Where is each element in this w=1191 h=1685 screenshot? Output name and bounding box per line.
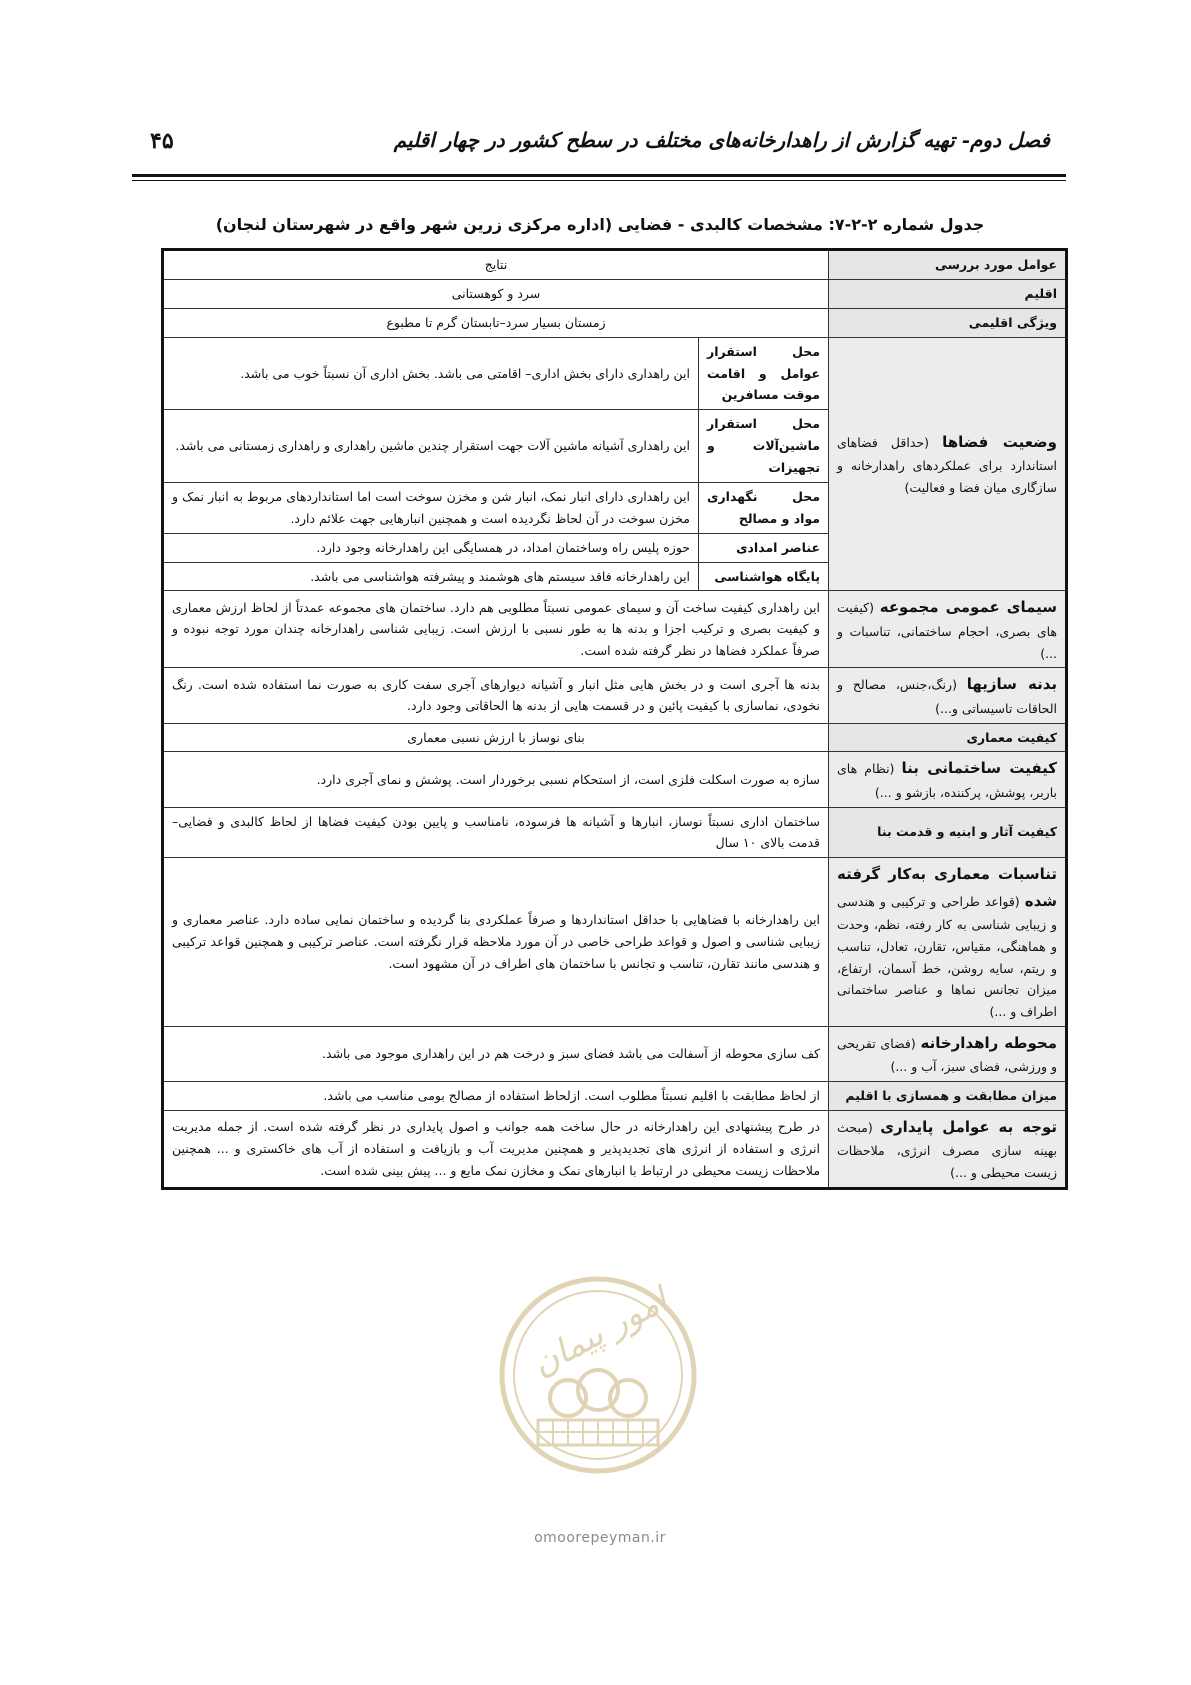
- page-number: ۴۵: [150, 128, 174, 154]
- header-rule-thick: [132, 174, 1066, 177]
- sub-label: محل استقرار عوامل و اقامت موقت مسافرین: [699, 337, 829, 410]
- table-row: [163, 1027, 1067, 1082]
- row-label: کیفیت معماری: [829, 723, 1067, 752]
- table-row: [163, 279, 1067, 308]
- svg-text:امور پیمان: امور پیمان: [525, 1280, 675, 1385]
- row-value: در طرح پیشنهادی این راهدارخانه در حال ساخت همه جوانب و اصول پایداری در نظر گرفته شده است. از جمله مدیریت انرژی و استفاده از انرژی های تجدیدپذیر و همچنین مدیریت آب و بازیافت و استفاده از آب های خاکستری و ... همچنین ملاحظات زیست محیطی در ارتباط با انبارهای نمک و مخازن نمک مایع و ... پیش بینی شده است.: [163, 1111, 829, 1189]
- row-value: این راهداری دارای بخش اداری– اقامتی می باشد. بخش اداری آن نسبتاً خوب می باشد.: [163, 337, 699, 410]
- table-row: [163, 858, 1067, 1027]
- chapter-title: فصل دوم- تهیه گزارش از راهدارخانه‌های مختلف در سطح کشور در چهار اقلیم: [393, 128, 1050, 152]
- row-label: ویژگی اقلیمی: [829, 308, 1067, 337]
- row-label: تناسبات معماری به‌کار گرفته شده (قواعد طراحی و ترکیبی و هندسی و زیبایی شناسی به کار رفته، نظم، وحدت و هماهنگی، مقیاس، تقارن، تعادل، تناسب و ریتم، سایه روشن، خط آسمان، ارتفاع، میزان تجانس نماها و عناصر ساختمانی اطراف و ...): [829, 858, 1067, 1027]
- row-value: ساختمان اداری نسبتاً نوساز، انبارها و آشیانه ها فرسوده، نامناسب و پایین بودن کیفیت فضاها از لحاظ کالبدی و فضایی– قدمت بالای ۱۰ سال: [163, 807, 829, 858]
- row-label: توجه به عوامل پایداری (مبحث بهینه سازی مصرف انرژی، ملاحظات زیست محیطی و ...): [829, 1111, 1067, 1189]
- row-value: این راهدارخانه فاقد سیستم های هوشمند و پیشرفته هواشناسی می باشد.: [163, 562, 699, 591]
- table-row: [163, 807, 1067, 858]
- result-header: نتایج: [163, 250, 829, 280]
- table-caption: جدول شماره ۲-۲-۷: مشخصات کالبدی - فضایی (اداره مرکزی زرین شهر واقع در شهرستان لنجان): [215, 215, 985, 234]
- row-value: از لحاظ مطابقت با اقلیم نسبتاً مطلوب است. ازلحاظ استفاده از مصالح بومی مناسب می باشد.: [163, 1082, 829, 1111]
- watermark-url: omoorepeyman.ir: [534, 1530, 666, 1546]
- table-row: [163, 1082, 1067, 1111]
- table-row: [163, 723, 1067, 752]
- table-row: [163, 591, 1067, 668]
- row-label: کیفیت آثار و ابنیه و قدمت بنا: [829, 807, 1067, 858]
- row-label: محوطه راهدارخانه (فضای تفریحی و ورزشی، فضای سبز، آب و ...): [829, 1027, 1067, 1082]
- row-value: بنای نوساز با ارزش نسبی معماری: [163, 723, 829, 752]
- sub-label: محل نگهداری مواد و مصالح: [699, 482, 829, 533]
- sub-label: محل استقرار ماشین‌آلات و تجهیزات: [699, 410, 829, 483]
- table-row: [163, 668, 1067, 723]
- row-value: این راهداری کیفیت ساخت آن و سیمای عمومی نسبتاً مطلوبی هم دارد. ساختمان های مجموعه عمدتاً از لحاظ ارزش معماری و کیفیت بصری و ترکیب اجزا و بدنه ها به طور نسبی با ارزش است. زیبایی شناسی راهدارخانه چندان مورد توجه نبوده و صرفاً عملکرد فضاها در نظر گرفته شده است.: [163, 591, 829, 668]
- row-value: بدنه ها آجری است و در بخش هایی مثل انبار و آشیانه دیوارهای آجری سفت کاری به صورت نما استفاده شده است. رنگ نخودی، نماسازی با کیفیت پائین و در قسمت هایی از بدنه ها الحاقاتی وجود دارد.: [163, 668, 829, 723]
- table-header-row: [163, 250, 1067, 280]
- logo-seal-icon: [493, 1270, 703, 1520]
- table-row: [163, 308, 1067, 337]
- sub-label: عناصر امدادی: [699, 533, 829, 562]
- row-label: اقلیم: [829, 279, 1067, 308]
- table-row: [163, 337, 1067, 410]
- row-value: حوزه پلیس راه وساختمان امداد، در همسایگی این راهدارخانه وجود دارد.: [163, 533, 699, 562]
- row-label: کیفیت ساختمانی بنا (نظام های باربر، پوشش، پرکننده، بازشو و ...): [829, 752, 1067, 807]
- row-value: زمستان بسیار سرد–تابستان گرم تا مطبوع: [163, 308, 829, 337]
- header-rule-thin: [132, 180, 1066, 181]
- row-label-group: وضعیت فضاها (حداقل فضاهای استاندارد برای عملکردهای راهدارخانه و سازگاری میان فضا و فعالیت): [829, 337, 1067, 591]
- row-value: این راهداری آشیانه ماشین آلات جهت استقرار چندین ماشین راهداری و راهداری زمستانی می باشد.: [163, 410, 699, 483]
- row-label: بدنه سازیها (رنگ،جنس، مصالح و الحاقات تاسیساتی و...): [829, 668, 1067, 723]
- row-value: سازه به صورت اسکلت فلزی است، از استحکام نسبی برخوردار است. پوشش و نمای آجری دارد.: [163, 752, 829, 807]
- factor-header: عوامل مورد بررسی: [829, 250, 1067, 280]
- row-value: این راهدارخانه با فضاهایی با حداقل استانداردها و صرفاً عملکردی بنا گردیده و ساختمان نمایی ساده دارد. عناصر معماری و زیبایی شناسی و اصول و قواعد طراحی خاصی در آن مورد ملاحظه قرار نگرفته است. عناصر ترکیبی و همچنین قواعد ترکیبی و هندسی مانند تقارن، تناسب و تجانس با ساختمان های اطراف در آن مشهود است.: [163, 858, 829, 1027]
- table-row: [163, 1111, 1067, 1189]
- page-header: [150, 128, 1050, 164]
- table-row: [163, 752, 1067, 807]
- spec-table: [161, 248, 1068, 1190]
- sub-label: پایگاه هواشناسی: [699, 562, 829, 591]
- row-label: میزان مطابقت و همسازی با اقلیم: [829, 1082, 1067, 1111]
- row-label: سیمای عمومی مجموعه (کیفیت های بصری، احجام ساختمانی، تناسبات و ...): [829, 591, 1067, 668]
- row-value: کف سازی محوطه از آسفالت می باشد فضای سبز و درخت هم در این راهداری موجود می باشد.: [163, 1027, 829, 1082]
- row-value: این راهداری دارای انبار نمک، انبار شن و مخزن سوخت است اما استانداردهای مربوط به انبار نمک و مخزن سوخت در آن لحاظ نگردیده است و همچنین انبارهایی جهت علائم دارد.: [163, 482, 699, 533]
- row-value: سرد و کوهستانی: [163, 279, 829, 308]
